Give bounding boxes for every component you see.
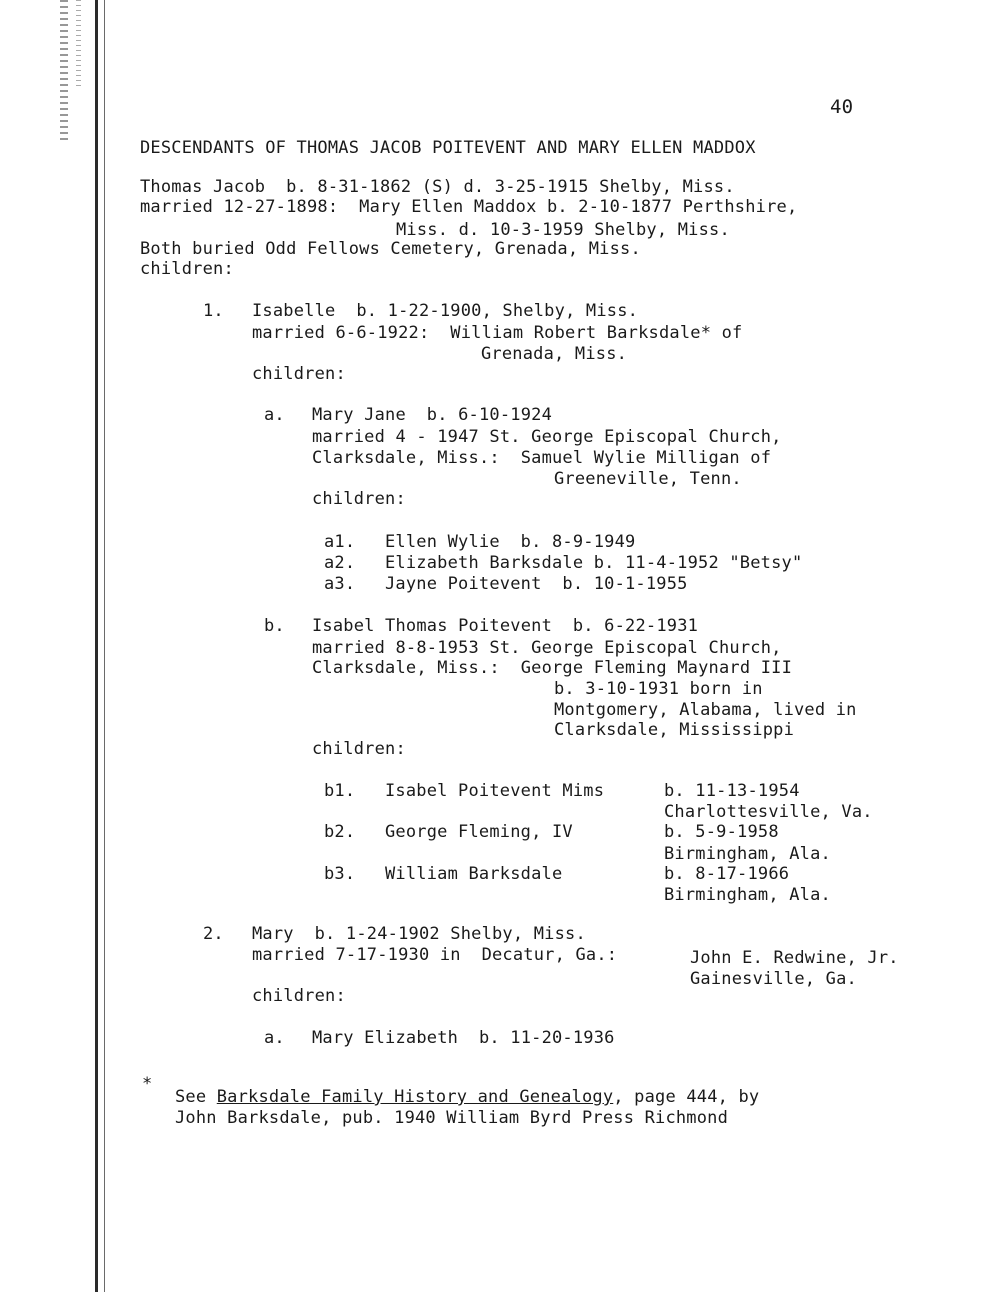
ggc-id: a3.	[324, 574, 356, 594]
intro-line: children:	[140, 259, 234, 279]
child-line: married 6-6-1922: William Robert Barksdale* of	[252, 323, 743, 343]
footnote-text: , page 444, by	[613, 1087, 760, 1107]
ggc-birth: b. 8-17-1966	[664, 864, 790, 884]
ggc-birth: b. 5-9-1958	[664, 822, 779, 842]
ggc-text: Ellen Wylie b. 8-9-1949	[385, 532, 636, 552]
spouse-place: Gainesville, Ga.	[690, 969, 857, 989]
ggc-id: b1.	[324, 781, 356, 801]
intro-line: Miss. d. 10-3-1959 Shelby, Miss.	[396, 220, 730, 240]
grandchild-line: Mary Elizabeth b. 11-20-1936	[312, 1028, 615, 1048]
grandchild-line: Clarksdale, Miss.: George Fleming Maynard III	[312, 658, 793, 678]
grandchild-letter: a.	[264, 405, 285, 425]
footnote-marker: *	[142, 1074, 153, 1094]
child-line: Mary b. 1-24-1902 Shelby, Miss.	[252, 924, 586, 944]
page-number: 40	[830, 96, 854, 118]
ggc-text: Jayne Poitevent b. 10-1-1955	[385, 574, 688, 594]
grandchild-line: children:	[312, 739, 406, 759]
child-number: 1.	[203, 301, 224, 321]
child-line: Grenada, Miss.	[481, 344, 628, 364]
grandchild-line: married 4 - 1947 St. George Episcopal Church,	[312, 427, 782, 447]
footnote-line: John Barksdale, pub. 1940 William Byrd Press Richmond	[175, 1108, 729, 1128]
spouse-name: John E. Redwine, Jr.	[690, 948, 899, 968]
ggc-name: Isabel Poitevent Mims	[385, 781, 605, 801]
ggc-place: Birmingham, Ala.	[664, 844, 831, 864]
intro-line: married 12-27-1898: Mary Ellen Maddox b. 2-10-1877 Perthshire,	[140, 197, 798, 217]
child-number: 2.	[203, 924, 224, 944]
grandchild-line: Clarksdale, Miss.: Samuel Wylie Milligan of	[312, 448, 772, 468]
ggc-birth: b. 11-13-1954	[664, 781, 800, 801]
ggc-id: b2.	[324, 822, 356, 842]
page-edge-mark	[60, 0, 68, 140]
ggc-name: George Fleming, IV	[385, 822, 573, 842]
intro-line: Thomas Jacob b. 8-31-1862 (S) d. 3-25-1915 Shelby, Miss.	[140, 177, 735, 197]
ggc-id: a1.	[324, 532, 356, 552]
intro-line: Both buried Odd Fellows Cemetery, Grenada, Miss.	[140, 239, 641, 259]
grandchild-letter: b.	[264, 616, 285, 636]
ggc-id: b3.	[324, 864, 356, 884]
ggc-place: Birmingham, Ala.	[664, 885, 831, 905]
grandchild-line: Greeneville, Tenn.	[554, 469, 742, 489]
book-title: Barksdale Family History and Genealogy	[216, 1087, 614, 1107]
page-title: DESCENDANTS OF THOMAS JACOB POITEVENT AND MARY ELLEN MADDOX	[140, 138, 756, 158]
grandchild-line: Clarksdale, Mississippi	[554, 720, 795, 740]
grandchild-line: Mary Jane b. 6-10-1924	[312, 405, 553, 425]
grandchild-line: married 8-8-1953 St. George Episcopal Church,	[312, 638, 782, 658]
ggc-text: Elizabeth Barksdale b. 11-4-1952 "Betsy"	[385, 553, 803, 573]
footnote-line	[175, 1087, 759, 1107]
ggc-place: Charlottesville, Va.	[664, 802, 873, 822]
ggc-id: a2.	[324, 553, 356, 573]
binder-line	[95, 0, 98, 1292]
child-line: Isabelle b. 1-22-1900, Shelby, Miss.	[252, 301, 639, 321]
grandchild-letter: a.	[264, 1028, 285, 1048]
footnote-text: See	[175, 1087, 217, 1107]
grandchild-line: Montgomery, Alabama, lived in	[554, 700, 857, 720]
binder-line	[104, 0, 105, 1292]
child-line: married 7-17-1930 in Decatur, Ga.:	[252, 945, 618, 965]
child-line: children:	[252, 364, 346, 384]
ggc-name: William Barksdale	[385, 864, 563, 884]
grandchild-line: children:	[312, 489, 406, 509]
grandchild-line: b. 3-10-1931 born in	[554, 679, 763, 699]
child-line: children:	[252, 986, 346, 1006]
page-edge-mark	[76, 0, 81, 90]
grandchild-line: Isabel Thomas Poitevent b. 6-22-1931	[312, 616, 699, 636]
